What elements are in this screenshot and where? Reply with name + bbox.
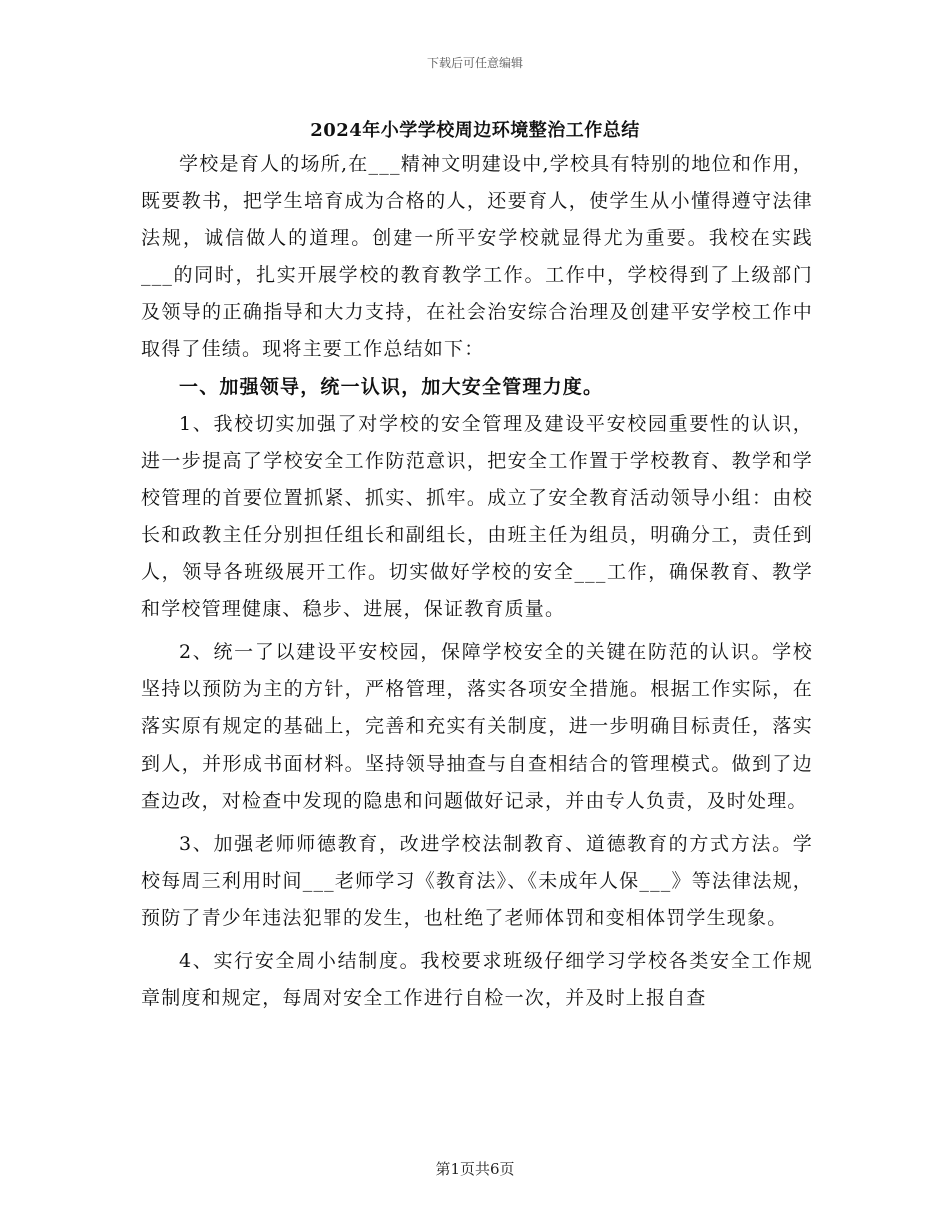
body-paragraph-3: 3、加强老师师德教育，改进学校法制教育、道德教育的方式方法。学校每周三利用时间___老师学习《教育法》、《未成年人保___》等法律法规，预防了青少年违法犯罪的发生，也杜绝了老师体罚和变相体罚学生现象。 xyxy=(141,832,813,929)
body-paragraph-2: 2、统一了以建设平安校园，保障学校安全的关键在防范的认识。学校坚持以预防为主的方针，严格管理，落实各项安全措施。根据工作实际，在落实原有规定的基础上，完善和充实有关制度，进一步明确目标责任，落实到人，并形成书面材料。坚持领导抽查与自查相结合的管理模式。做到了边查边改，对检查中发现的隐患和问题做好记录，并由专人负责，及时处理。 xyxy=(141,641,813,812)
page-number: 第1页共6页 xyxy=(435,1160,515,1178)
body-paragraph-4: 4、实行安全周小结制度。我校要求班级仔细学习学校各类安全工作规章制度和规定，每周对安全工作进行自检一次，并及时上报自查 xyxy=(141,949,813,1010)
document-title: 2024年小学学校周边环境整治工作总结 xyxy=(310,120,640,141)
section-heading: 一、加强领导，统一认识，加大安全管理力度。 xyxy=(179,375,604,398)
body-paragraph-1: 1、我校切实加强了对学校的安全管理及建设平安校园重要性的认识，进一步提高了学校安全工作防范意识，把安全工作置于学校教育、教学和学校管理的首要位置抓紧、抓实、抓牢。成立了安全教育活动领导小组：由校长和政教主任分别担任组长和副组长，由班主任为组员，明确分工，责任到人，领导各班级展开工作。切实做好学校的安全___工作，确保教育、教学和学校管理健康、稳步、进展，保证教育质量。 xyxy=(141,412,813,621)
document-body xyxy=(141,146,813,1017)
intro-paragraph: 学校是育人的场所,在___精神文明建设中,学校具有特别的地位和作用，既要教书，把学生培育成为合格的人，还要育人，使学生从小懂得遵守法律法规，诚信做人的道理。创建一所平安学校就显得尤为重要。我校在实践___的同时，扎实开展学校的教育教学工作。工作中，学校得到了上级部门及领导的正确指导和大力支持，在社会治安综合治理及创建平安学校工作中取得了佳绩。现将主要工作总结如下： xyxy=(141,153,813,361)
page-header-note: 下载后可任意编辑 xyxy=(426,56,523,70)
